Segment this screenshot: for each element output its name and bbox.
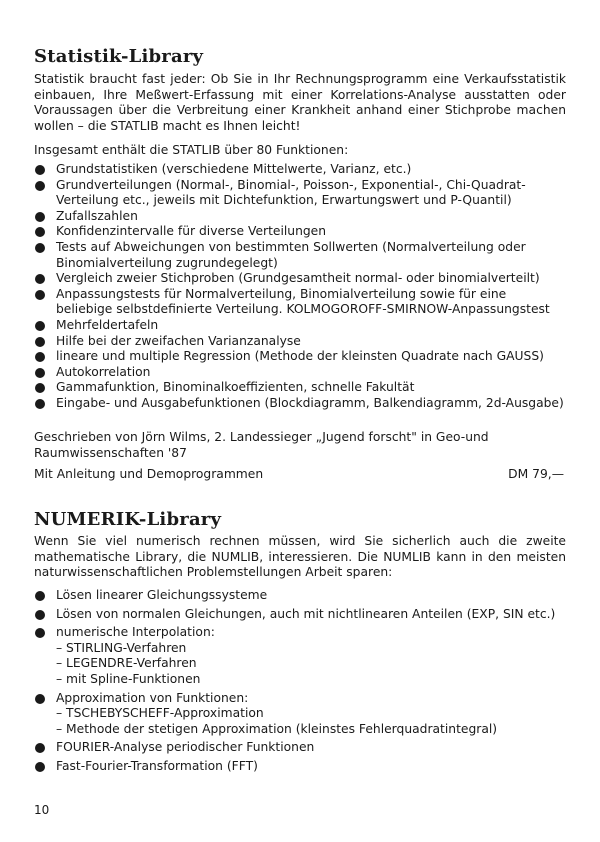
list-item: Mehrfeldertafeln bbox=[34, 318, 566, 334]
list-item: Hilfe bei der zweifachen Varianzanalyse bbox=[34, 334, 566, 350]
statlib-price-row bbox=[34, 467, 566, 483]
bullet-icon bbox=[35, 743, 45, 753]
statlib-price: DM 79,— bbox=[508, 467, 564, 481]
sub-item: – STIRLING-Verfahren bbox=[56, 640, 187, 655]
bullet-icon bbox=[35, 628, 45, 638]
statlib-title: Statistik-Library bbox=[34, 46, 204, 67]
bullet-icon bbox=[35, 321, 45, 331]
list-item: lineare und multiple Regression (Methode der kleinsten Quadrate nach GAUSS) bbox=[34, 349, 566, 365]
bullet-icon bbox=[35, 694, 45, 704]
bullet-icon bbox=[35, 337, 45, 347]
list-item: Tests auf Abweichungen von bestimmten Sollwerten (Normalverteilung oder Binomialverteilung zugrundegelegt) bbox=[34, 240, 566, 271]
list-item: Grundverteilungen (Normal-, Binomial-, Poisson-, Exponential-, Chi-Quadrat-Verteilung etc., jeweils mit Dichtefunktion, Erwartungswert und P-Quantil) bbox=[34, 178, 566, 209]
list-item: Gammafunktion, Binominalkoeffizienten, schnelle Fakultät bbox=[34, 380, 566, 396]
list-item: Zufallszahlen bbox=[34, 209, 566, 225]
bullet-icon bbox=[35, 290, 45, 300]
bullet-icon bbox=[35, 352, 45, 362]
list-item: Lösen linearer Gleichungssysteme bbox=[34, 588, 566, 604]
statlib-intro-paragraph: Statistik braucht fast jeder: Ob Sie in Ihr Rechnungsprogramm eine Verkaufsstatistik einbauen, Ihre Meßwert-Erfassung mit einer Korrelations-Analyse ausstatten oder Voraussagen über die Verbreitung einer Krankheit anhand einer Stichprobe machen wollen – die STATLIB macht es Ihnen leicht! bbox=[34, 72, 566, 133]
list-item: FOURIER-Analyse periodischer Funktionen bbox=[34, 740, 566, 756]
bullet-icon bbox=[35, 383, 45, 393]
sub-item: – TSCHEBYSCHEFF-Approximation bbox=[56, 706, 264, 721]
list-item: Lösen von normalen Gleichungen, auch mit nichtlinearen Anteilen (EXP, SIN etc.) bbox=[34, 607, 566, 623]
numlib-intro-paragraph: Wenn Sie viel numerisch rechnen müssen, wird Sie sicherlich auch die zweite mathematische Library, die NUMLIB, interessieren. Die NUMLIB kann in den meisten naturwissenschaftlichen Problemstellungen Arbeit sparen: bbox=[34, 534, 566, 580]
bullet-icon bbox=[35, 591, 45, 601]
bullet-icon bbox=[35, 227, 45, 237]
bullet-icon bbox=[35, 243, 45, 253]
list-item: Eingabe- und Ausgabefunktionen (Blockdiagramm, Balkendiagramm, 2d-Ausgabe) bbox=[34, 396, 566, 412]
bullet-icon bbox=[35, 165, 45, 175]
list-item: Fast-Fourier-Transformation (FFT) bbox=[34, 759, 566, 775]
bullet-icon bbox=[35, 610, 45, 620]
bullet-icon bbox=[35, 399, 45, 409]
bullet-icon bbox=[35, 368, 45, 378]
sub-item: – LEGENDRE-Verfahren bbox=[56, 656, 197, 671]
list-item: numerische Interpolation: – STIRLING-Verfahren – LEGENDRE-Verfahren – mit Spline-Funktionen bbox=[34, 625, 566, 687]
statlib-author-note: Geschrieben von Jörn Wilms, 2. Landessieger „Jugend forscht" in Geo-und Raumwissenschaften '87 bbox=[34, 430, 489, 460]
list-item: Konfidenzintervalle für diverse Verteilungen bbox=[34, 224, 566, 240]
sub-item: – mit Spline-Funktionen bbox=[56, 671, 201, 686]
bullet-icon bbox=[35, 274, 45, 284]
statlib-list-intro: Insgesamt enthält die STATLIB über 80 Funktionen: bbox=[34, 143, 349, 157]
numlib-feature-list bbox=[34, 588, 566, 775]
list-item: Anpassungstests für Normalverteilung, Binomialverteilung sowie für eine beliebige selbstdefinierte Verteilung. KOLMOGOROFF-SMIRNOW-Anpassungstest bbox=[34, 287, 566, 318]
statlib-demo-note: Mit Anleitung und Demoprogrammen bbox=[34, 467, 264, 481]
sub-item: – Methode der stetigen Approximation (kleinstes Fehlerquadratintegral) bbox=[56, 721, 498, 736]
bullet-icon bbox=[35, 212, 45, 222]
list-item: Autokorrelation bbox=[34, 365, 566, 381]
bullet-icon bbox=[35, 181, 45, 191]
statlib-feature-list bbox=[34, 162, 566, 412]
list-item: Grundstatistiken (verschiedene Mittelwerte, Varianz, etc.) bbox=[34, 162, 566, 178]
bullet-icon bbox=[35, 762, 45, 772]
list-item: Vergleich zweier Stichproben (Grundgesamtheit normal- oder binomialverteilt) bbox=[34, 271, 566, 287]
numlib-title: NUMERIK-Library bbox=[34, 509, 222, 530]
list-item: Approximation von Funktionen: – TSCHEBYSCHEFF-Approximation – Methode der stetigen Approximation (kleinstes Fehlerquadratintegral) bbox=[34, 691, 566, 738]
page-number: 10 bbox=[34, 803, 50, 817]
